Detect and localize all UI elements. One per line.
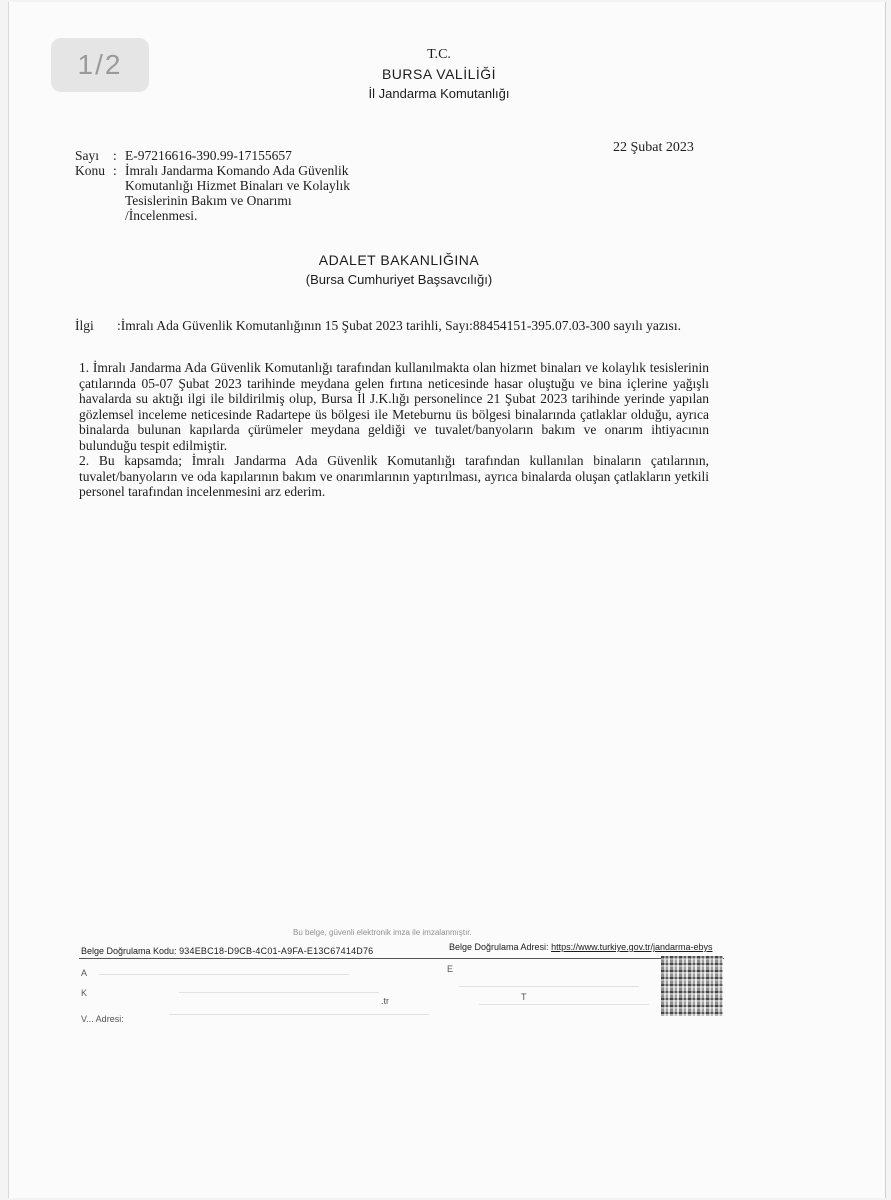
konu-line: Komutanlığı Hizmet Binaları ve Kolaylık: [125, 178, 350, 193]
addressee-subtitle: (Bursa Cumhuriyet Başsavcılığı): [305, 272, 493, 287]
redacted-contact-area: [79, 964, 654, 1034]
letterhead-line-tc: T.C.: [427, 47, 451, 62]
ilgi-label: İlgi: [75, 318, 94, 333]
verification-address: [449, 942, 712, 952]
reference-row: [75, 318, 769, 333]
sayi-row: [75, 148, 435, 163]
letterhead: [289, 46, 589, 104]
redaction-line: [459, 986, 639, 987]
redaction-line: [179, 992, 379, 993]
paragraph-2: 2. Bu kapsamda; İmralı Jandarma Ada Güvenlik Komutanlığı tarafından kullanılan binaların çatılarının, tuvalet/banyoların ve oda kapılarının bakım ve onarımlarının yaptırılması, ayrıca binalarda oluşan çatlakların yetkili personel tarafından incelenmesini arz ederim.: [79, 453, 709, 499]
document-meta: [75, 148, 435, 223]
ilgi-value: :İmralı Ada Güvenlik Komutanlığının 15 Şubat 2023 tarihli, Sayı:88454151-395.07.03-300 sayılı yazısı.: [117, 318, 681, 333]
konu-row: [75, 163, 435, 223]
footer-divider: [79, 958, 724, 959]
redaction-line: [479, 1004, 649, 1005]
konu-line: Tesislerinin Bakım ve Onarımı: [125, 193, 292, 208]
qr-code-icon: [661, 956, 723, 1016]
addressee: [249, 250, 549, 290]
document-page: [8, 2, 886, 1198]
letterhead-line-komutanlik: İl Jandarma Komutanlığı: [368, 86, 510, 101]
redaction-line: [99, 974, 349, 975]
konu-value: [125, 163, 435, 223]
konu-line: /İncelenmesi.: [125, 208, 198, 223]
redacted-fragment: K: [81, 988, 88, 998]
konu-line: İmralı Jandarma Komando Ada Güvenlik: [125, 163, 349, 178]
page-indicator-badge: 1/2: [51, 38, 149, 92]
letter-body: [79, 360, 709, 500]
redacted-fragment: V... Adresi:: [81, 1014, 124, 1024]
verification-code-value: 934EBC18-D9CB-4C01-A9FA-E13C67414D76: [179, 946, 374, 956]
colon-separator: :: [113, 148, 117, 163]
redacted-fragment: E: [447, 964, 454, 974]
e-signature-notice: Bu belge, güvenli elektronik imza ile imzalanmıştır.: [293, 928, 472, 937]
letterhead-line-valilik: BURSA VALİLİĞİ: [381, 66, 497, 82]
addressee-title: ADALET BAKANLIĞINA: [318, 252, 480, 268]
redacted-fragment: A: [81, 968, 88, 978]
verification-code-label: Belge Doğrulama Kodu:: [81, 946, 177, 956]
redacted-fragment: T: [521, 992, 527, 1002]
verification-code: [81, 946, 373, 956]
sayi-label: Sayı: [75, 148, 100, 163]
redaction-line: [169, 1014, 429, 1015]
redacted-fragment: .tr: [381, 996, 389, 1006]
paragraph-1: 1. İmralı Jandarma Ada Güvenlik Komutanlığı tarafından kullanılmakta olan hizmet binaları ve kolaylık tesislerinin çatılarında 05-07 Şubat 2023 tarihinde meydana gelen fırtına neticesinde hasar oluştuğu ve bina içlerine yağışlı havalarda su aktığı ilgi ile bildirilmiş olup, Bursa İl J.K.lığı personelince 21 Şubat 2023 tarihinde yerinde yapılan gözlemsel inceleme neticesinde Radartepe üs bölgesi ile Meteburnu üs bölgesi binalarında çatlaklar olduğu, ayrıca binalarda bulunan kapılarda çürümeler meydana geldiği ve tuvalet/banyoların bakım ve onarım ihtiyacının bulunduğu tespit edilmiştir.: [79, 360, 709, 453]
colon-separator: :: [113, 163, 117, 178]
verification-url-link[interactable]: https://www.turkiye.gov.tr/jandarma-ebys: [551, 942, 713, 952]
konu-label: Konu: [75, 163, 105, 178]
document-date: 22 Şubat 2023: [613, 140, 694, 155]
sayi-value: E-97216616-390.99-17155657: [125, 148, 292, 163]
verification-address-label: Belge Doğrulama Adresi:: [449, 942, 549, 952]
